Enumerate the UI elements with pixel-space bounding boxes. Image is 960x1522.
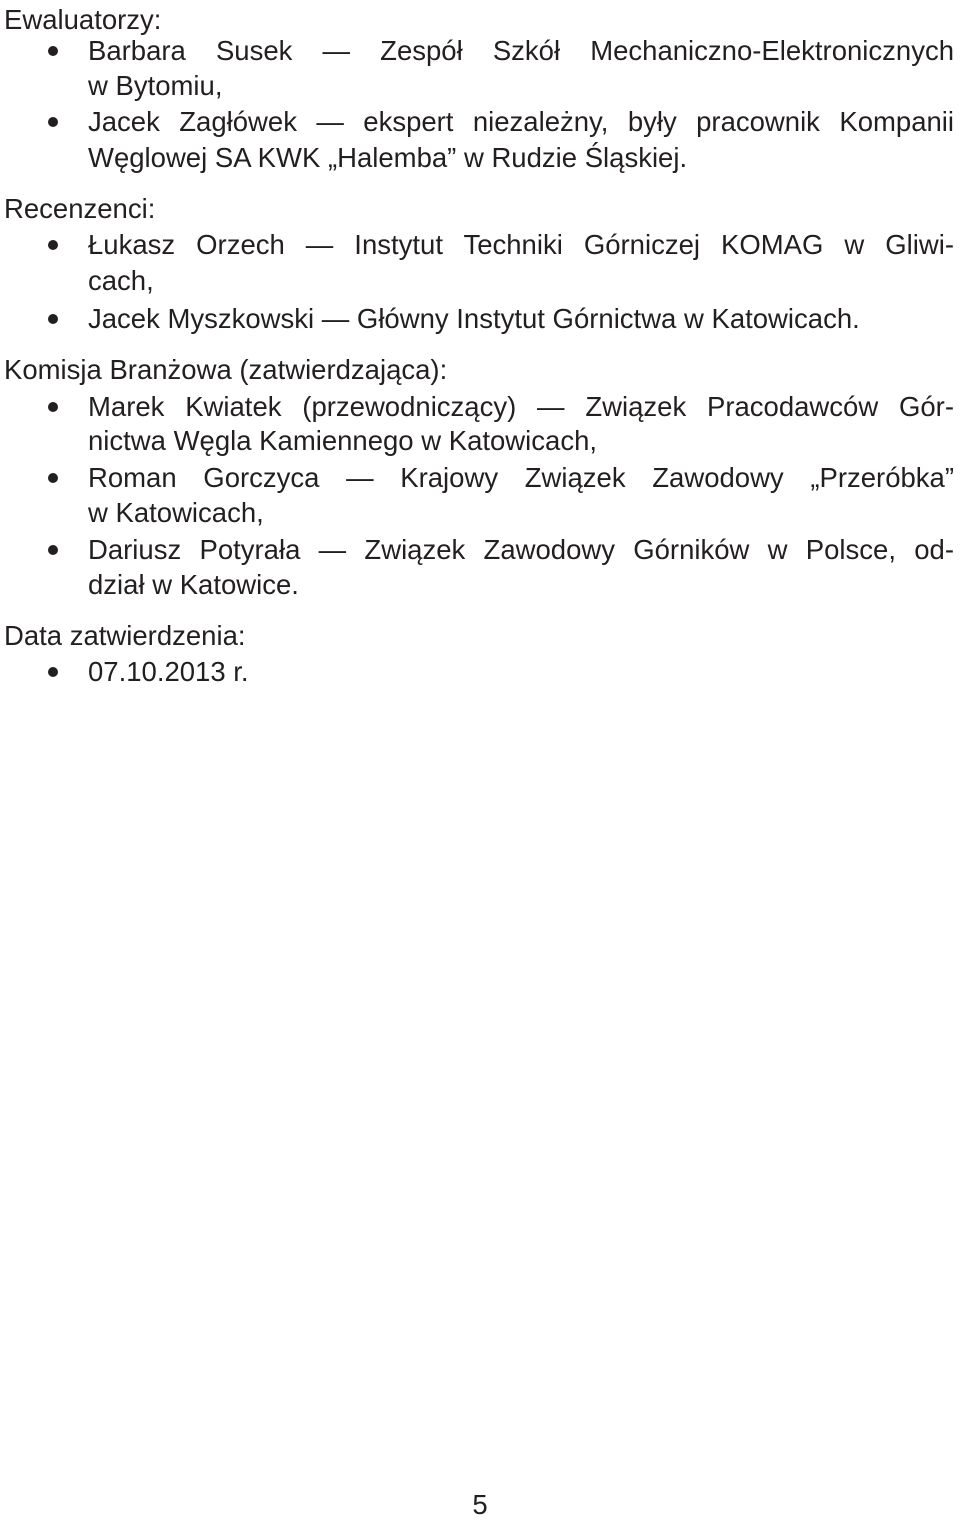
list-item-line: Dariusz Potyrała — Związek Zawodowy Górników w Polsce, od-: [88, 534, 954, 565]
bullet-icon: [48, 240, 58, 250]
list-item-line: Marek Kwiatek (przewodniczący) — Związek Pracodawców Gór-: [88, 391, 954, 422]
list-item-line: Roman Gorczyca — Krajowy Związek Zawodowy „Przeróbka”: [88, 462, 954, 493]
bullet-icon: [48, 545, 58, 555]
list-item-line: cach,: [88, 265, 154, 296]
list-item-line: nictwa Węgla Kamiennego w Katowicach,: [88, 425, 598, 456]
list-item-line: Jacek Myszkowski — Główny Instytut Górnictwa w Katowicach.: [88, 303, 860, 334]
bullet-icon: [48, 402, 58, 412]
bullet-icon: [48, 314, 58, 324]
approval-date: 07.10.2013 r.: [88, 656, 249, 687]
bullet-icon: [48, 667, 58, 677]
section-heading-komisja: Komisja Branżowa (zatwierdzająca):: [4, 354, 448, 385]
bullet-icon: [48, 473, 58, 483]
list-item-line: w Katowicach,: [88, 497, 264, 528]
list-item-line: w Bytomiu,: [88, 70, 223, 101]
bullet-icon: [48, 117, 58, 127]
page-number: 5: [472, 1489, 488, 1520]
list-item-line: Węglowej SA KWK „Halemba” w Rudzie Śląskiej.: [88, 142, 688, 173]
list-item-line: Jacek Zagłówek — ekspert niezależny, były pracownik Kompanii: [88, 106, 954, 137]
section-heading-data-zatwierdzenia: Data zatwierdzenia:: [4, 620, 246, 651]
bullet-icon: [48, 46, 58, 56]
section-heading-ewaluatorzy: Ewaluatorzy:: [4, 4, 162, 35]
list-item-line: Łukasz Orzech — Instytut Techniki Górniczej KOMAG w Gliwi-: [88, 229, 954, 260]
list-item-line: dział w Katowice.: [88, 569, 299, 600]
section-heading-recenzenci: Recenzenci:: [4, 193, 156, 224]
list-item-line: Barbara Susek — Zespół Szkół Mechaniczno-Elektronicznych: [88, 35, 954, 66]
